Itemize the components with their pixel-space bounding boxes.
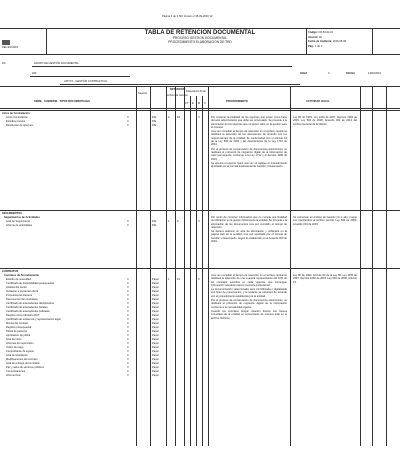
row2-fecha-label: FECHA [346,72,355,75]
table-row-text: Propuesta del oferente [6,294,33,297]
table-row-checkbox: X [127,366,129,369]
table-row-checkbox: X [127,224,129,227]
legal-text: Ley 80 de 1993, Ley 1150 de 2007, Decreto 1082 de 2015, Ley 594 de 2000, Acuerdo 002 de 2014 del Archivo General de la Nación. [293,116,357,126]
table-row-soporte: P/E [152,224,157,227]
table-row-text: Certificado de antecedentes disciplinarios [6,302,54,305]
table-row-text: Aprobación de póliza [6,334,31,337]
table-row-checkbox: X [127,334,129,337]
table-row-checkbox: X [127,116,129,119]
table-row-checkbox: X [127,298,129,301]
meta-value: 1 de 3 [315,44,323,48]
meta-row [308,36,372,39]
table-row-text: Comprobante de egreso [6,350,34,353]
procedure-text [211,116,287,169]
table-row-checkbox: X [127,354,129,357]
table-row-soporte: Papel [152,294,159,297]
table-row-text: Registro presupuestal [6,326,32,329]
table-row-checkbox: X [127,330,129,333]
document-subtitle-2: PROCEDIMIENTO ELABORACIÓN DE TRD [168,39,232,44]
table-row-text: Invitación a presentar oferta [6,290,39,293]
table-row-text: Acta de entrega del inmueble [6,362,40,365]
table-row-soporte: Papel [152,362,159,365]
table-row-checkbox: X [127,286,129,289]
header-series: SERIE - SUBSERIE - TIPOS DOCUMENTALES [34,100,90,103]
procedure-paragraph: Por el proceso de conservación de documentos electrónicos, se realizará el protocolo de migración digital de la información conforme a la normatividad vigente. [211,299,287,309]
table-row-checkbox: X [127,326,129,329]
section-divider [0,210,400,211]
table-row-soporte: Papel [152,326,159,329]
table-row-checkbox: X [127,338,129,341]
row1-label: DA [2,62,6,65]
header-soporte: Soporte [138,92,148,95]
row2-code: 200 [32,72,37,75]
table-row-soporte: Papel [152,310,159,313]
procedure-paragraph: Por razón de contener información que no cumple una finalidad de utilización en la gestión histórica de la entidad. Se procede a la eliminación de los documentos una vez cumplido el tiempo de retención. [211,216,287,229]
table-row-soporte: Papel [152,298,159,301]
table-row-checkbox: X [127,294,129,297]
header-procedimiento: PROCEDIMIENTO [226,100,248,103]
table-row-text: Certificado de disponibilidad presupuestal [6,282,55,285]
table-row-soporte: P/E [152,124,157,127]
legal-text: Se conservan en Archivo de Gestión por 1 año y luego son transferidos al archivo central, Ley 594 de 2000, Acuerdo 004 de 2019. [293,216,357,226]
procedure-paragraph: Por contener la totalidad de los soportes que sirven como base del acto administrativo que debe ser concretado. Se procede a la eliminación de los soportes que no tienen valor en la gestión para el proceso. [211,116,287,129]
table-row-gestion: 2 [168,116,170,119]
table-row-text: Acta de inicio [6,338,22,341]
table-row-disposicion: X [198,116,200,119]
table-row-soporte: Papel [152,338,159,341]
logo-text: DEL ESTADO [2,46,19,49]
table-row-checkbox: X [127,362,129,365]
table-row-text: Informe de actividades [6,224,33,227]
table-row-checkbox: X [127,346,129,349]
table-row-soporte: P/E [152,220,157,223]
table-row-checkbox: X [127,302,129,305]
table-row-soporte: Papel [152,290,159,293]
table-row-soporte: Papel [152,318,159,321]
table-row-soporte: Papel [152,334,159,337]
section-subheading: Contratos de Arrendamiento [4,274,40,277]
meta-key: Pág.: [308,44,316,48]
row1-value: GRUPO DE GESTIÓN DOCUMENTAL [34,62,79,65]
table-row-checkbox: X [127,290,129,293]
table-row-gestion: 1 [168,220,170,223]
header-legal: ACTIVIDAD LEGAL [306,100,330,103]
table-row-soporte: Papel [152,342,159,345]
row2-hoja-label: HOJA [300,72,308,75]
procedure-text [211,274,287,321]
table-row-soporte: Papel [152,366,159,369]
table-row-checkbox: X [127,322,129,325]
table-row-soporte: Papel [152,302,159,305]
legal-text: Ley 80 de 1993, Artículo 60 de la Ley 80. Ley 1150 de 2007. Decreto 1082 de 2015. Ley 594 de 2000, Artículo 19. [293,274,357,284]
header-e: E [192,102,194,105]
document-subtitle-1: PROCESO GESTION DOCUMENTAL [172,36,228,40]
meta-block [308,31,372,49]
section-heading: SEGUIMIENTOS [2,212,22,215]
table-row-soporte: Papel [152,358,159,361]
table-row-soporte: Papel [152,346,159,349]
table-row-checkbox: X [127,310,129,313]
table-row-checkbox: X [127,124,129,127]
table-row-text: Estudio de necesidad [6,278,31,281]
meta-value: 2016-05-06 [332,40,347,43]
table-row-central: 9 [177,220,179,223]
table-row-checkbox: X [127,342,129,345]
table-row-soporte: Papel [152,370,159,373]
table-row-soporte: Papel [152,322,159,325]
table-row-disposicion: X [198,220,200,223]
section-divider [0,268,400,269]
table-row-central: 19 [177,278,180,281]
table-row-text: Acta de liquidación [6,354,28,357]
meta-value: 02 [318,35,322,39]
table-row-text: Resolución de apertura [6,124,33,127]
procedure-paragraph: Una vez cumplido el tiempo de retención en el archivo central se realizará la selección de los documentos de acuerdo con los requerimientos de la entidad, de conformidad con el artículo 19 de la Ley 594 de 2000 y las disposiciones de la Ley 1712 de 2014. [211,130,287,147]
header-s: S [204,102,206,105]
procedure-paragraph: Una vez cumplido el tiempo de retención en el archivo central se realizará la selección de una muestra representativa del 10% de los contratos suscritos en cada vigencia, que contengan información relevante para la memoria institucional. [211,274,287,287]
table-row-soporte: Papel [152,306,159,309]
row2-hoja: 3 [328,72,330,75]
table-row-soporte: Papel [152,286,159,289]
meta-key: Fecha de Auditoría: [308,40,333,43]
table-row-gestion: 1 [168,278,170,281]
table-row-checkbox: X [127,370,129,373]
table-row-text: Certificado de antecedentes judiciales [6,310,50,313]
table-row-text: Informe final [6,374,21,377]
table-row-checkbox: X [127,314,129,317]
table-row-text: Informes de supervisión [6,342,34,345]
header-disposicion: Disposición Final [186,90,206,93]
meta-value: FR-53-04-01 [318,31,334,34]
meta-key: Versión: [308,35,319,39]
title-block [100,30,300,44]
page-label: Página 1 de 3 ISO Versión 2 05-09-2016 V2 [162,15,213,18]
table-row-checkbox: X [127,306,129,309]
section-subheading: Seguimientos de Actividades [4,216,40,219]
table-row-checkbox: X [127,318,129,321]
row3-value: APOYO - GESTIÓN CONTRACTUAL [64,80,108,83]
table-row-text: Certificado de antecedentes fiscales [6,306,48,309]
table-row-checkbox: X [127,120,129,123]
table-row-soporte: Papel [152,350,159,353]
table-row-text: Registro único tributario RUT [6,314,40,317]
table-row-text: Comunicaciones [6,370,26,373]
table-row-soporte: Papel [152,330,159,333]
section-divider [0,110,400,111]
table-row-text: Minuta del contrato [6,322,29,325]
header-retencion: RETENCIÓN [170,88,186,91]
header-gestion: Archivo de Gestión [166,94,188,97]
row2-fecha: 13/03/2019 [368,72,381,75]
table-row-text: Documentos del contratista [6,298,38,301]
table-row-checkbox: X [127,358,129,361]
table-row-text: Análisis del sector [6,286,27,289]
header-ct: CT [185,102,189,105]
procedure-paragraph: Se elimina el soporte físico una vez se aplique el procedimiento aprobado por el Comité Institucional de Gestión y Desempeño. [211,161,287,169]
meta-row [308,40,372,43]
table-row-soporte: Papel [152,278,159,281]
meta-row [308,31,372,34]
table-row-text: Póliza de garantía [6,330,27,333]
table-row-soporte: Papel [152,282,159,285]
header-m: M [198,102,201,105]
table-row-checkbox: X [127,282,129,285]
table-row-checkbox: X [127,278,129,281]
section-heading: CONTRATOS [2,270,19,273]
table-row-checkbox: X [127,374,129,377]
table-row-text: Actos Contratación [6,116,28,119]
document-title: TABLA DE RETENCIÓN DOCUMENTAL [144,30,256,36]
section-heading: Actos de Contratación [2,112,30,115]
table-row-text: Modificaciones del contrato [6,358,38,361]
procedure-paragraph: La documentación seleccionada será microfilmada o digitalizada con fines de preservación, y la restante se eliminará de acuerdo con el procedimiento establecido por la entidad. [211,288,287,298]
logo-mark [2,40,10,45]
table-row-disposicion: X [198,278,200,281]
table-row-text: Acta de Seguimiento [6,220,30,223]
procedure-paragraph: Se deberá elaborar un acta de eliminación y publicarla en la página web de la entidad, una vez aprobada por el Comité de Gestión y Desempeño, según lo establecido en el Acuerdo 004 de 2019. [211,230,287,244]
procedure-paragraph: Cuando los contratos tengan relación directa con bienes inmuebles de la entidad se conservarán de manera total en el archivo histórico. [211,309,287,320]
entity-logo [2,40,44,49]
table-row-soporte: Papel [152,354,159,357]
table-row-soporte: P/E [152,120,157,123]
table-row-text: Certificado de existencia y representación legal [6,318,61,321]
table-row-central: 18 [177,116,180,119]
meta-row [308,45,372,48]
meta-key: Código: [308,31,319,34]
procedure-paragraph: Por el proceso de conservación de documentos electrónicos, se realizará el protocolo de migración digital de la información de valor permanente, conforme a la Ley 1712 y el decreto 1080 de 2015. [211,147,287,161]
table-row-text: Orden de pago [6,346,24,349]
table-row-checkbox: X [127,350,129,353]
table-row-checkbox: X [127,220,129,223]
table-row-soporte: Papel [152,314,159,317]
table-row-soporte: P/E [152,116,157,119]
table-row-text: Estudios previos [6,120,26,123]
table-row-text: Paz y salvo de servicios públicos [6,366,44,369]
table-row-soporte: Papel [152,374,159,377]
procedure-text [211,216,287,244]
